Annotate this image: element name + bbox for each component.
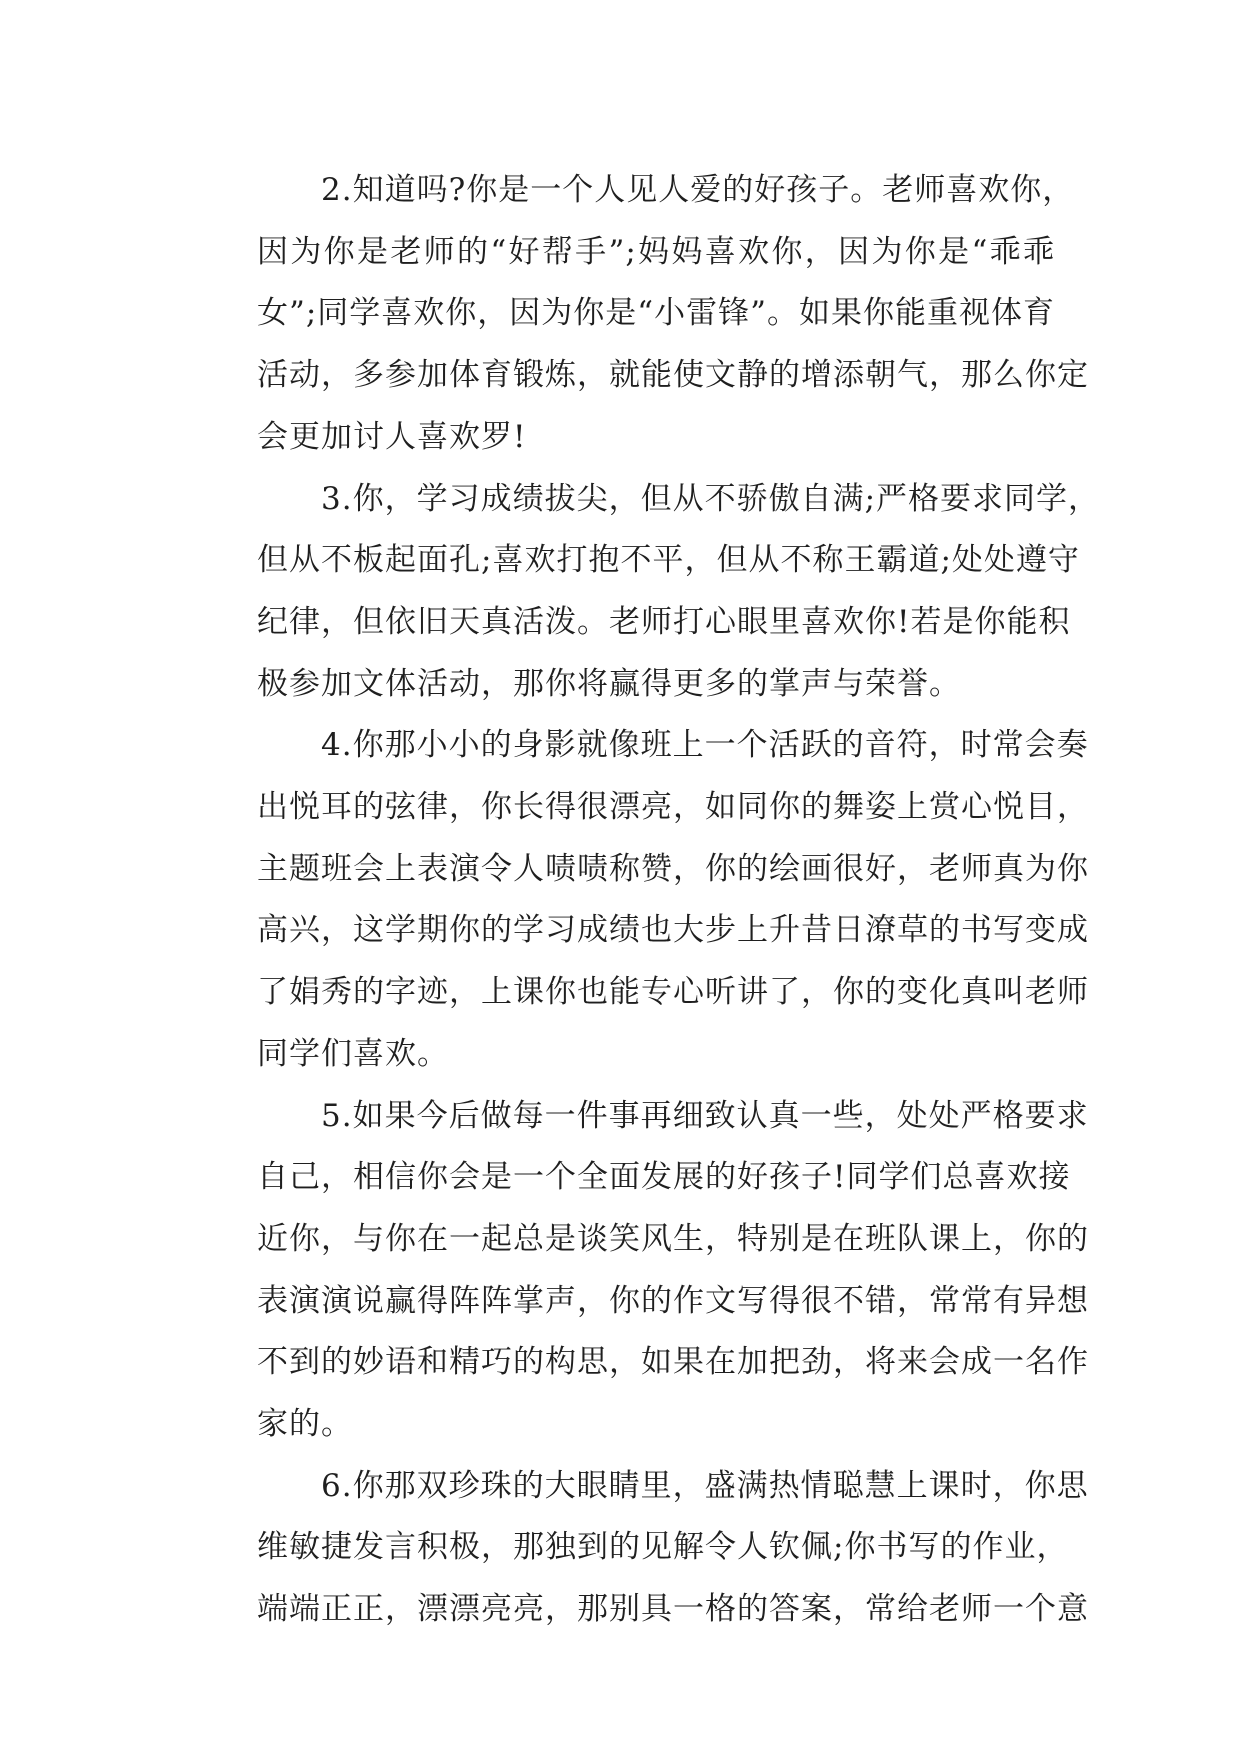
text-line: 纪律，但依旧天真活泼。老师打心眼里喜欢你!若是你能积 [257, 603, 1071, 640]
text-line: 主题班会上表演令人啧啧称赞，你的绘画很好，老师真为你 [257, 850, 1089, 887]
text-line: 会更加讨人喜欢罗! [257, 418, 527, 455]
text-line: 近你，与你在一起总是谈笑风生，特别是在班队课上，你的 [257, 1220, 1089, 1257]
text-line: 极参加文体活动，那你将赢得更多的掌声与荣誉。 [257, 665, 961, 702]
text-line: 但从不板起面孔;喜欢打抱不平，但从不称王霸道;处处遵守 [257, 542, 1080, 579]
document-body [193, 160, 1101, 1641]
text-line: 不到的妙语和精巧的构思，如果在加把劲，将来会成一名作 [257, 1344, 1089, 1381]
text-line: 自己，相信你会是一个全面发展的好孩子!同学们总喜欢接 [257, 1159, 1071, 1196]
text-line: 2.知道吗?你是一个人见人爱的好孩子。老师喜欢你， [321, 172, 1075, 208]
text-line: 3.你，学习成绩拔尖，但从不骄傲自满;严格要求同学， [321, 480, 1101, 517]
paragraph-4 [193, 715, 1089, 1085]
paragraph-3 [193, 469, 1101, 716]
paragraph-5 [193, 1086, 1089, 1456]
text-line: 4.你那小小的身影就像班上一个活跃的音符，时常会奏 [321, 727, 1089, 764]
text-line: 家的。 [257, 1406, 353, 1443]
text-line: 女”;同学喜欢你，因为你是“小雷锋”。如果你能重视体育 [257, 295, 1055, 332]
text-line: 了娟秀的字迹，上课你也能专心听讲了，你的变化真叫老师 [257, 974, 1089, 1011]
text-line: 5.如果今后做每一件事再细致认真一些，处处严格要求 [321, 1097, 1089, 1134]
text-line: 同学们喜欢。 [257, 1035, 449, 1072]
paragraph-2 [193, 160, 1089, 469]
text-line: 表演演说赢得阵阵掌声，你的作文写得很不错，常常有异想 [257, 1282, 1089, 1319]
text-line: 6.你那双珍珠的大眼睛里，盛满热情聪慧上课时，你思 [321, 1467, 1089, 1504]
text-line: 高兴，这学期你的学习成绩也大步上升昔日潦草的书写变成 [257, 912, 1089, 949]
text-line: 因为你是老师的“好帮手”;妈妈喜欢你，因为你是“乖乖 [257, 233, 1055, 270]
text-line: 维敏捷发言积极，那独到的见解令人钦佩;你书写的作业， [257, 1529, 1069, 1566]
text-line: 活动，多参加体育锻炼，就能使文静的增添朝气，那么你定 [257, 357, 1089, 394]
text-line: 出悦耳的弦律，你长得很漂亮，如同你的舞姿上赏心悦目， [257, 789, 1089, 826]
text-line: 端端正正，漂漂亮亮，那别具一格的答案，常给老师一个意 [257, 1591, 1089, 1628]
paragraph-6 [193, 1456, 1089, 1641]
